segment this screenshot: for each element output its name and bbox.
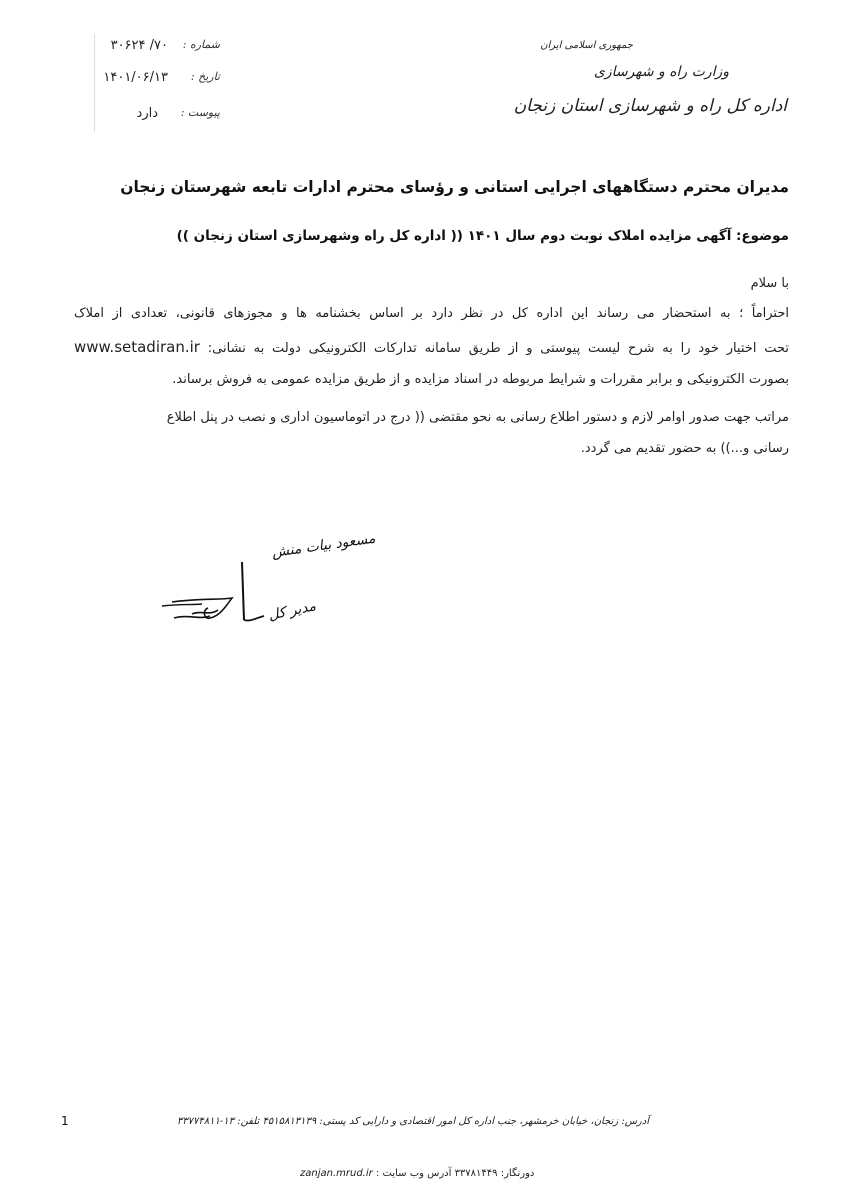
footer-address: آدرس: زنجان، خیابان خرمشهر، جنب اداره کل امور اقتصادی و دارایی کد پستی: ۴۵۱۵۸۱۳۱۳۹ تلفن: ۱۳-۳۳۷۷۴۸۱۱ — [176, 1116, 649, 1127]
meta-divider — [94, 34, 95, 132]
letter-number-label: شماره : — [182, 38, 220, 51]
body-line-4: مراتب جهت صدور اوامر لازم و دستور اطلاع رسانی به نحو مقتضی (( درج در اتوماسیون اداری و نصب در پنل اطلاع — [166, 410, 789, 425]
footer-fax: دورنگار: ۳۳۷۸۱۴۴۹ آدرس وب سایت : — [375, 1168, 535, 1179]
setadiran-link[interactable]: www.setadiran.ir — [74, 338, 200, 356]
letter-date-value: ۱۴۰۱/۰۶/۱۳ — [103, 70, 168, 85]
signer-title: مدیر کل — [266, 598, 318, 624]
letter-date-row — [40, 70, 220, 90]
letter-attachment-row — [40, 106, 220, 126]
letter-number-value: ۷۰/ ۳۰۶۲۴ — [110, 38, 168, 53]
page-number: 1 — [61, 1114, 69, 1128]
letter-subject: موضوع: آگهی مزایده املاک نوبت دوم سال ۱۴۰۱ (( اداره کل راه وشهرسازی استان زنجان )) — [176, 228, 789, 244]
body-line-3: بصورت الکترونیکی و برابر مقررات و شرایط مربوطه در اسناد مزایده و از طریق مزایده عمومی به فروش برساند. — [172, 372, 789, 387]
footer-contact — [300, 1168, 534, 1179]
letterhead-directorate: اداره کل راه و شهرسازی استان زنجان — [513, 96, 787, 116]
body-line-5: رسانی و...)) به حضور تقدیم می گردد. — [580, 441, 789, 456]
letter-addressee: مدیران محترم دستگاههای اجرایی استانی و رؤسای محترم ادارات تابعه شهرستان زنجان — [120, 178, 789, 196]
body-greeting: با سلام — [750, 276, 789, 291]
letterhead-country: جمهوری اسلامی ایران — [540, 40, 633, 51]
letterhead-ministry: وزارت راه و شهرسازی — [593, 64, 729, 80]
footer-website-link[interactable]: zanjan.mrud.ir — [300, 1168, 373, 1179]
letter-attachment-value: دارد — [136, 106, 158, 121]
signer-name: مسعود بیات منش — [270, 530, 377, 561]
body-line-1: احتراماً ؛ به استحضار می رساند این اداره کل در نظر دارد بر اساس بخشنامه ها و مجوزهای قانونی، تعدادی از املاک — [74, 306, 789, 321]
letter-attachment-label: پیوست : — [180, 106, 220, 119]
letter-number-row — [40, 38, 220, 58]
body-line-2-text: تحت اختیار خود را به شرح لیست پیوستی و از طریق سامانه تدارکات الکترونیکی دولت به نشانی: — [207, 341, 790, 356]
handwritten-signature — [160, 560, 280, 635]
body-line-2 — [74, 338, 789, 356]
letter-date-label: تاریخ : — [190, 70, 220, 83]
